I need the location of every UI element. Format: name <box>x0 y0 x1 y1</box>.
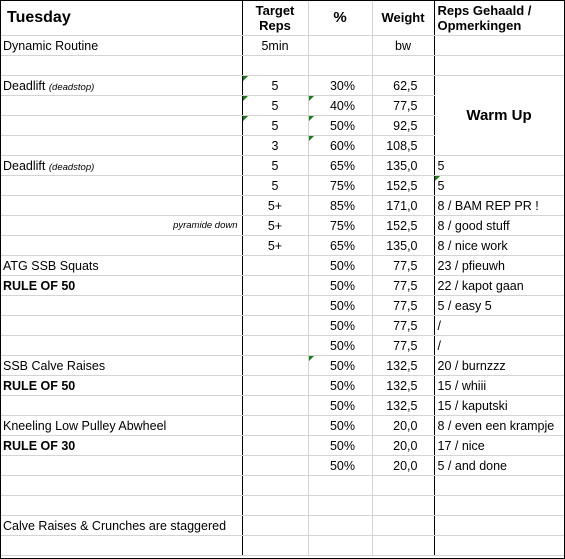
row-deadlift-set-2 <box>0 176 564 196</box>
reps-value: 5 <box>271 98 279 113</box>
cell-remark[interactable]: 8 / nice work <box>434 236 564 256</box>
row-ssb-squat-1 <box>0 256 564 276</box>
cell-pct[interactable]: 50% <box>308 416 372 436</box>
cell-rule[interactable]: RULE OF 50 <box>0 276 242 296</box>
cell-empty[interactable] <box>242 476 308 496</box>
cell-pct[interactable] <box>308 36 372 56</box>
cell-pct[interactable]: 85% <box>308 196 372 216</box>
cell-exercise[interactable] <box>0 136 242 156</box>
row-deadlift-set-4 <box>0 216 564 236</box>
weight-header: Weight <box>381 10 425 25</box>
cell-empty[interactable] <box>242 496 308 516</box>
cell-weight-header[interactable] <box>372 0 434 36</box>
comment-marker-icon <box>243 96 248 101</box>
comment-marker-icon <box>243 116 248 121</box>
cell-weight[interactable]: 135,0 <box>372 236 434 256</box>
comment-marker-icon <box>309 136 314 141</box>
cell-exercise[interactable] <box>0 396 242 416</box>
cell-reps[interactable] <box>242 456 308 476</box>
cell-pct[interactable]: 50% <box>308 396 372 416</box>
pyramide-note: pyramide down <box>173 220 238 231</box>
row-ssb-squat-3 <box>0 296 564 316</box>
cell-reps[interactable]: 5 <box>242 176 308 196</box>
cell-reps[interactable] <box>242 96 308 116</box>
row-ssb-squat-5 <box>0 336 564 356</box>
cell-weight[interactable]: 77,5 <box>372 256 434 276</box>
row-ssb-squat-4 <box>0 316 564 336</box>
row-calve-raise-1 <box>0 356 564 376</box>
cell-pct[interactable]: 50% <box>308 256 372 276</box>
row-abwheel-1 <box>0 416 564 436</box>
cell-weight[interactable]: 152,5 <box>372 216 434 236</box>
cell-day[interactable] <box>0 0 242 36</box>
cell-weight[interactable]: 77,5 <box>372 336 434 356</box>
cell-exercise[interactable] <box>0 176 242 196</box>
cell-weight[interactable]: 20,0 <box>372 436 434 456</box>
cell-exercise[interactable] <box>0 116 242 136</box>
cell-reps[interactable] <box>242 336 308 356</box>
cell-weight[interactable]: 77,5 <box>372 96 434 116</box>
row-empty <box>0 56 564 76</box>
row-deadlift-warmup-1 <box>0 76 564 96</box>
cell-pct[interactable] <box>308 116 372 136</box>
cell-empty[interactable] <box>0 476 242 496</box>
day-title: Tuesday <box>7 8 71 26</box>
row-dynamic-routine <box>0 36 564 56</box>
cell-reps[interactable] <box>242 396 308 416</box>
cell-empty[interactable] <box>0 536 242 556</box>
row-deadlift-set-5 <box>0 236 564 256</box>
cell-remark[interactable]: 5 / and done <box>434 456 564 476</box>
cell-exercise[interactable]: SSB Calve Raises <box>0 356 242 376</box>
cell-reps[interactable]: 5+ <box>242 196 308 216</box>
cell-exercise[interactable] <box>0 456 242 476</box>
cell-remark[interactable]: / <box>434 336 564 356</box>
cell-remark[interactable]: 8 / even een krampje <box>434 416 564 436</box>
reps-value: 5 <box>271 118 279 133</box>
cell-rule[interactable]: RULE OF 50 <box>0 376 242 396</box>
cell-remark[interactable]: / <box>434 316 564 336</box>
cell-remarks-header[interactable] <box>434 0 564 36</box>
cell-reps[interactable] <box>242 276 308 296</box>
row-calve-raise-2 <box>0 376 564 396</box>
cell-weight[interactable]: 108,5 <box>372 136 434 156</box>
remark-value: 5 <box>437 178 445 193</box>
cell-reps[interactable]: 5min <box>242 36 308 56</box>
cell-empty[interactable] <box>308 476 372 496</box>
comment-marker-icon <box>435 176 440 181</box>
warm-up-label: Warm Up <box>466 107 532 124</box>
cell-weight[interactable]: 77,5 <box>372 316 434 336</box>
cell-pct[interactable]: 50% <box>308 376 372 396</box>
cell-empty[interactable] <box>372 56 434 76</box>
cell-weight[interactable]: 20,0 <box>372 456 434 476</box>
reps-value: 5 <box>271 78 279 93</box>
cell-weight[interactable]: 135,0 <box>372 156 434 176</box>
cell-exercise[interactable]: ATG SSB Squats <box>0 256 242 276</box>
cell-weight[interactable]: 20,0 <box>372 416 434 436</box>
row-empty <box>0 496 564 516</box>
cell-weight[interactable]: 132,5 <box>372 356 434 376</box>
cell-remark[interactable] <box>434 36 564 56</box>
cell-reps[interactable] <box>242 356 308 376</box>
row-calve-raise-3 <box>0 396 564 416</box>
cell-pct[interactable]: 75% <box>308 216 372 236</box>
cell-empty[interactable] <box>372 476 434 496</box>
cell-weight[interactable]: 152,5 <box>372 176 434 196</box>
comment-marker-icon <box>243 76 248 81</box>
cell-reps[interactable] <box>242 376 308 396</box>
cell-pct[interactable]: 50% <box>308 316 372 336</box>
cell-empty[interactable] <box>308 516 372 536</box>
warm-up-cell[interactable] <box>434 76 564 156</box>
cell-remark[interactable]: 15 / whiii <box>434 376 564 396</box>
cell-weight[interactable]: 132,5 <box>372 396 434 416</box>
cell-empty[interactable] <box>372 516 434 536</box>
cell-exercise[interactable]: Dynamic Routine <box>0 36 242 56</box>
comment-marker-icon <box>309 96 314 101</box>
cell-exercise[interactable] <box>0 76 242 96</box>
cell-rule[interactable]: RULE OF 30 <box>0 436 242 456</box>
cell-weight[interactable]: bw <box>372 36 434 56</box>
cell-remark[interactable]: 17 / nice <box>434 436 564 456</box>
cell-weight[interactable]: 77,5 <box>372 296 434 316</box>
target-reps-header-line1: Target <box>255 2 295 18</box>
cell-reps[interactable]: 5+ <box>242 236 308 256</box>
cell-exercise[interactable] <box>0 216 242 236</box>
row-abwheel-3 <box>0 456 564 476</box>
row-deadlift-set-3 <box>0 196 564 216</box>
cell-empty[interactable] <box>434 496 564 516</box>
cell-remark[interactable]: 5 <box>434 156 564 176</box>
pct-header: % <box>333 9 347 26</box>
cell-reps[interactable] <box>242 256 308 276</box>
cell-remark[interactable]: 15 / kaputski <box>434 396 564 416</box>
cell-reps[interactable]: 5 <box>242 156 308 176</box>
pct-value: 60% <box>329 138 356 153</box>
target-reps-header-line2: Reps <box>259 17 291 33</box>
cell-pct[interactable]: 50% <box>308 336 372 356</box>
comment-marker-icon <box>309 356 314 361</box>
cell-empty[interactable] <box>434 516 564 536</box>
cell-weight[interactable]: 171,0 <box>372 196 434 216</box>
cell-empty[interactable] <box>372 536 434 556</box>
cell-remark[interactable]: 8 / BAM REP PR ! <box>434 196 564 216</box>
cell-empty[interactable] <box>372 496 434 516</box>
remarks-header-line1: Reps Gehaald / <box>437 2 532 18</box>
cell-exercise[interactable] <box>0 96 242 116</box>
cell-exercise[interactable] <box>0 156 242 176</box>
row-empty <box>0 536 564 556</box>
cell-reps[interactable] <box>242 436 308 456</box>
row-footer-note <box>0 516 564 536</box>
cell-remark[interactable]: 8 / good stuff <box>434 216 564 236</box>
cell-reps[interactable]: 3 <box>242 136 308 156</box>
cell-pct[interactable] <box>308 136 372 156</box>
remarks-header-line2: Opmerkingen <box>437 17 522 33</box>
cell-empty[interactable] <box>242 536 308 556</box>
cell-exercise[interactable] <box>0 196 242 216</box>
cell-empty[interactable] <box>308 496 372 516</box>
cell-pct-header[interactable] <box>308 0 372 36</box>
comment-marker-icon <box>309 116 314 121</box>
exercise-note: (deadstop) <box>48 161 95 173</box>
cell-empty[interactable] <box>308 56 372 76</box>
cell-pct[interactable]: 50% <box>308 276 372 296</box>
cell-empty[interactable] <box>242 56 308 76</box>
cell-pct[interactable]: 50% <box>308 296 372 316</box>
cell-pct[interactable]: 50% <box>308 436 372 456</box>
exercise-name: Deadlift <box>3 78 46 93</box>
cell-pct[interactable]: 30% <box>308 76 372 96</box>
cell-empty[interactable] <box>0 496 242 516</box>
cell-pct[interactable] <box>308 356 372 376</box>
cell-empty[interactable] <box>242 516 308 536</box>
cell-exercise[interactable] <box>0 236 242 256</box>
cell-reps[interactable] <box>242 316 308 336</box>
cell-remark[interactable] <box>434 176 564 196</box>
cell-pct[interactable]: 50% <box>308 456 372 476</box>
cell-empty[interactable] <box>434 536 564 556</box>
row-ssb-squat-2 <box>0 276 564 296</box>
exercise-note: (deadstop) <box>48 81 95 93</box>
exercise-name: Deadlift <box>3 158 46 173</box>
cell-reps[interactable] <box>242 116 308 136</box>
pct-value: 50% <box>329 358 356 373</box>
cell-empty[interactable] <box>434 476 564 496</box>
cell-exercise[interactable]: Kneeling Low Pulley Abwheel <box>0 416 242 436</box>
cell-reps[interactable] <box>242 76 308 96</box>
cell-target-reps-header[interactable] <box>242 0 308 36</box>
cell-remark[interactable]: 22 / kapot gaan <box>434 276 564 296</box>
pct-value: 40% <box>329 98 356 113</box>
cell-pct[interactable] <box>308 96 372 116</box>
cell-exercise[interactable] <box>0 296 242 316</box>
cell-reps[interactable] <box>242 296 308 316</box>
cell-empty[interactable] <box>0 56 242 76</box>
cell-remark[interactable]: 23 / pfieuwh <box>434 256 564 276</box>
cell-exercise[interactable] <box>0 316 242 336</box>
cell-exercise[interactable] <box>0 336 242 356</box>
cell-reps[interactable]: 5+ <box>242 216 308 236</box>
cell-weight[interactable]: 92,5 <box>372 116 434 136</box>
cell-pct[interactable]: 65% <box>308 236 372 256</box>
cell-weight[interactable]: 77,5 <box>372 276 434 296</box>
pct-value: 50% <box>329 118 356 133</box>
row-deadlift-set-1 <box>0 156 564 176</box>
cell-pct[interactable]: 75% <box>308 176 372 196</box>
cell-footer-note[interactable]: Calve Raises & Crunches are staggered <box>0 516 242 536</box>
header-row <box>0 0 564 36</box>
cell-weight[interactable]: 62,5 <box>372 76 434 96</box>
cell-remark[interactable]: 5 / easy 5 <box>434 296 564 316</box>
cell-empty[interactable] <box>434 56 564 76</box>
row-empty <box>0 476 564 496</box>
cell-remark[interactable]: 20 / burnzzz <box>434 356 564 376</box>
cell-reps[interactable] <box>242 416 308 436</box>
cell-pct[interactable]: 65% <box>308 156 372 176</box>
row-abwheel-2 <box>0 436 564 456</box>
cell-weight[interactable]: 132,5 <box>372 376 434 396</box>
cell-empty[interactable] <box>308 536 372 556</box>
